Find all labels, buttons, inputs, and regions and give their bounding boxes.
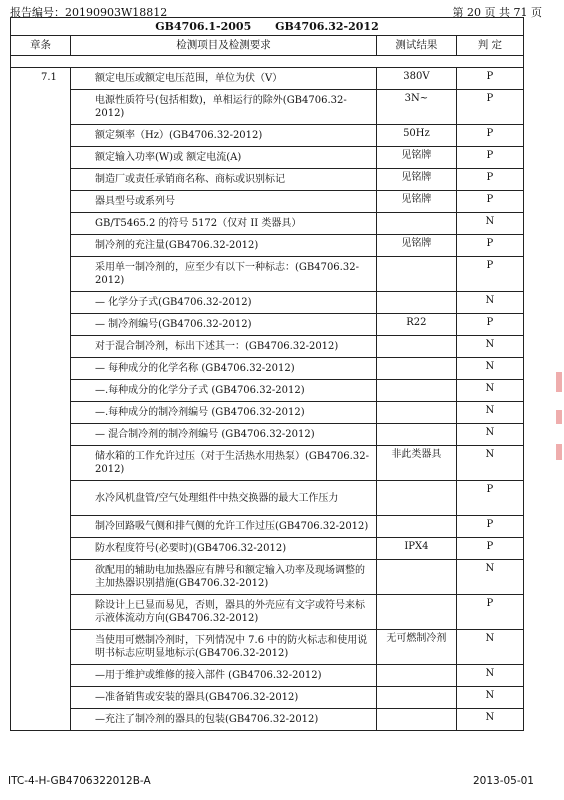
requirement-text: 额定频率（Hz）(GB4706.32-2012) [70,125,376,147]
requirement-text: —.每种成分的制冷剂编号 (GB4706.32-2012) [70,402,376,424]
requirement-text: — 制冷剂编号(GB4706.32-2012) [70,314,376,336]
requirement-text: 储水箱的工作允许过压（对于生活热水用热泵）(GB4706.32-2012) [70,446,376,481]
table-row [11,446,524,481]
test-result: 无可燃制冷剂 [377,630,457,665]
test-result [377,595,457,630]
test-result [377,560,457,595]
test-result: 50Hz [377,125,457,147]
table-row [11,191,524,213]
requirement-text: 对于混合制冷剂，标出下述其一：(GB4706.32-2012) [70,336,376,358]
table-row [11,257,524,292]
verdict: P [456,169,523,191]
test-result [377,380,457,402]
test-result: 380V [377,68,457,90]
verdict: N [456,687,523,709]
seal-edge-mark [556,410,562,424]
requirement-text: 器具型号或系列号 [70,191,376,213]
column-header-row [11,36,524,56]
table-row [11,292,524,314]
requirement-text: 制冷回路吸气侧和排气侧的允许工作过压(GB4706.32-2012) [70,516,376,538]
page-info: 第 20 页 共 71 页 [452,6,542,19]
verdict: N [456,560,523,595]
test-result: IPX4 [377,538,457,560]
requirement-text: — 化学分子式(GB4706.32-2012) [70,292,376,314]
standards-row [11,18,524,36]
test-result [377,213,457,235]
table-row [11,169,524,191]
verdict: N [456,709,523,731]
test-result [377,516,457,538]
verdict: N [456,380,523,402]
requirement-text: —准备销售或安装的器具(GB4706.32-2012) [70,687,376,709]
table-row [11,595,524,630]
document-date: 2013-05-01 [472,775,534,787]
requirement-text: — 每种成分的化学名称 (GB4706.32-2012) [70,358,376,380]
col-result-header: 测试结果 [377,36,457,56]
test-result [377,481,457,516]
test-result: 非此类器具 [377,446,457,481]
table-row [11,424,524,446]
report-number: 报告编号：20190903W18812 [10,6,168,19]
requirement-text: —充注了制冷剂的器具的包装(GB4706.32-2012) [70,709,376,731]
verdict: P [456,314,523,336]
test-result: R22 [377,314,457,336]
verdict: P [456,90,523,125]
requirement-text: — 混合制冷剂的制冷剂编号 (GB4706.32-2012) [70,424,376,446]
standard-1: GB4706.1-2005 [155,20,252,33]
requirement-text: 除设计上已显而易见，否则，器具的外壳应有文字或符号来标示液体流动方向(GB4706.32-2012) [70,595,376,630]
test-result [377,336,457,358]
verdict: P [456,235,523,257]
requirement-text: 制造厂或责任承销商名称、商标或识别标记 [70,169,376,191]
test-report-table [10,17,524,731]
verdict: P [456,125,523,147]
verdict: P [456,257,523,292]
table-row [11,481,524,516]
table-row [11,68,524,90]
verdict: P [456,516,523,538]
table-row [11,402,524,424]
verdict: N [456,446,523,481]
spacer-row [11,56,524,68]
verdict: P [456,538,523,560]
test-result: 见铭牌 [377,235,457,257]
requirement-rows [11,68,524,731]
table-row [11,630,524,665]
verdict: P [456,191,523,213]
document-code: ITC-4-H-GB4706322012B-A [8,775,151,787]
requirement-text: 当使用可燃制冷剂时，下列情况中 7.6 中的防火标志和使用说明书标志应明显地标示(GB4706.32-2012) [70,630,376,665]
table-row [11,687,524,709]
test-result [377,402,457,424]
requirement-text: 额定电压或额定电压范围，单位为伏（V） [70,68,376,90]
verdict: N [456,665,523,687]
requirement-text: 防水程度符号(必要时)(GB4706.32-2012) [70,538,376,560]
table-row [11,235,524,257]
col-requirement-header: 检测项目及检测要求 [70,36,376,56]
requirement-text: 额定输入功率(W)或 额定电流(A) [70,147,376,169]
verdict: N [456,424,523,446]
test-result [377,665,457,687]
seal-edge-mark [556,372,562,392]
table-row [11,516,524,538]
verdict: N [456,358,523,380]
verdict: P [456,68,523,90]
table-row [11,314,524,336]
table-row [11,665,524,687]
test-result: 见铭牌 [377,147,457,169]
verdict: P [456,481,523,516]
verdict: P [456,147,523,169]
table-row [11,538,524,560]
table-row [11,709,524,731]
requirement-text: 水冷风机盘管/空气处理组件中热交换器的最大工作压力 [70,481,376,516]
table-row [11,560,524,595]
clause-number: 7.1 [11,68,71,731]
table-row [11,147,524,169]
test-result: 3N~ [377,90,457,125]
requirement-text: —用于维护或维修的接入部件 (GB4706.32-2012) [70,665,376,687]
verdict: N [456,213,523,235]
table-row [11,125,524,147]
test-result [377,358,457,380]
seal-edge-mark [556,444,562,460]
table-row [11,336,524,358]
table-row [11,380,524,402]
verdict: N [456,402,523,424]
requirement-text: 欲配用的辅助电加热器应有牌号和额定输入功率及现场调整的主加热器识别措施(GB4706.32-2012) [70,560,376,595]
table-row [11,213,524,235]
test-result [377,257,457,292]
requirement-text: GB/T5465.2 的符号 5172（仅对 II 类器具） [70,213,376,235]
verdict: N [456,630,523,665]
standard-2: GB4706.32-2012 [275,20,379,33]
requirement-text: 电源性质符号(包括相数)，单相运行的除外(GB4706.32-2012) [70,90,376,125]
requirement-text: —.每种成分的化学分子式 (GB4706.32-2012) [70,380,376,402]
requirement-text: 制冷剂的充注量(GB4706.32-2012) [70,235,376,257]
test-result: 见铭牌 [377,191,457,213]
verdict: N [456,336,523,358]
test-result [377,709,457,731]
table-row [11,358,524,380]
test-result [377,424,457,446]
test-result: 见铭牌 [377,169,457,191]
test-result [377,292,457,314]
verdict: P [456,595,523,630]
col-verdict-header: 判 定 [456,36,523,56]
verdict: N [456,292,523,314]
col-clause-header: 章条 [11,36,71,56]
requirement-text: 采用单一制冷剂的，应至少有以下一种标志：(GB4706.32-2012) [70,257,376,292]
table-row [11,90,524,125]
test-result [377,687,457,709]
